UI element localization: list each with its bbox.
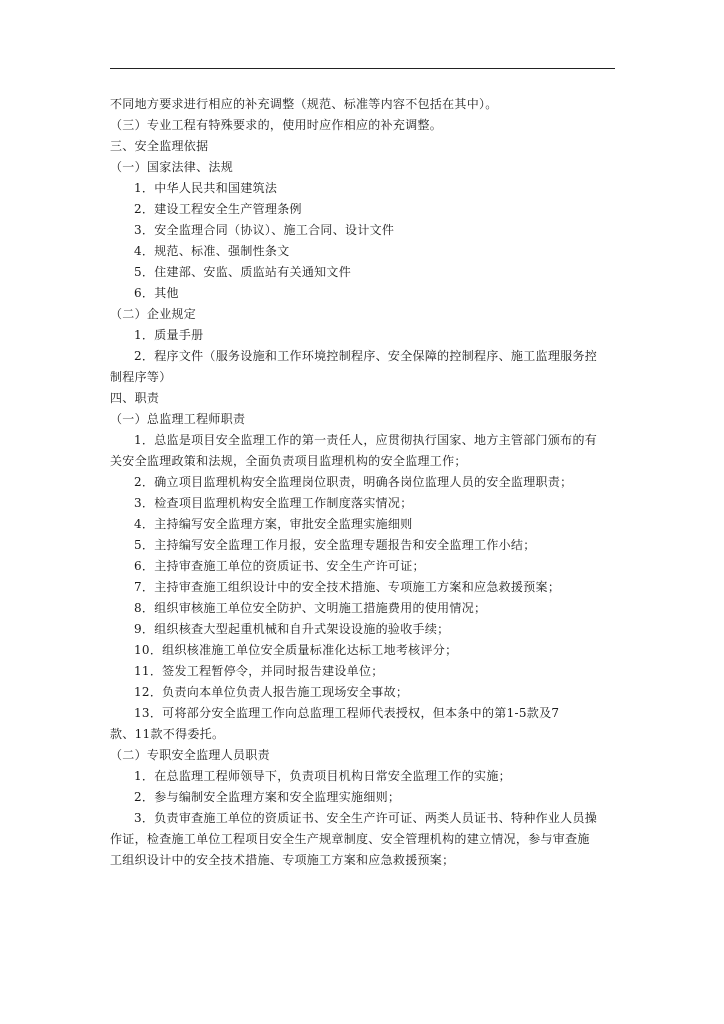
text-line: 2．程序文件（服务设施和工作环境控制程序、安全保障的控制程序、施工监理服务控 bbox=[134, 349, 598, 363]
text-line: 6．其他 bbox=[134, 286, 179, 300]
text-line: 11．签发工程暂停令，并同时报告建设单位； bbox=[134, 664, 384, 678]
text-line: 3．检查项目监理机构安全监理工作制度落实情况； bbox=[134, 496, 413, 510]
text-line: 7．主持审查施工组织设计中的安全技术措施、专项施工方案和应急救援预案； bbox=[134, 580, 561, 594]
text-line: 不同地方要求进行相应的补充调整（规范、标准等内容不包括在其中）。 bbox=[110, 97, 498, 111]
text-line: （三）专业工程有特殊要求的，使用时应作相应的补充调整。 bbox=[110, 118, 443, 132]
text-line: 1．中华人民共和国建筑法 bbox=[134, 181, 278, 195]
text-line: 2．参与编制安全监理方案和安全监理实施细则； bbox=[134, 790, 401, 804]
text-line: 1．总监是项目安全监理工作的第一责任人，应贯彻执行国家、地方主管部门颁布的有 bbox=[134, 433, 598, 447]
text-line: （一）国家法律、法规 bbox=[110, 160, 234, 174]
text-line: 2．确立项目监理机构安全监理岗位职责，明确各岗位监理人员的安全监理职责； bbox=[134, 475, 573, 489]
text-line: 13．可将部分安全监理工作向总监理工程师代表授权，但本条中的第1-5款及7 bbox=[134, 706, 560, 720]
text-line: 3．负责审查施工单位的资质证书、安全生产许可证、两类人员证书、特种作业人员操 bbox=[134, 811, 598, 825]
text-line: 6．主持审查施工单位的资质证书、安全生产许可证； bbox=[134, 559, 425, 573]
text-line: 制程序等） bbox=[110, 370, 172, 384]
text-line: 3．安全监理合同（协议）、施工合同、设计文件 bbox=[134, 223, 395, 237]
header-rule bbox=[110, 68, 615, 69]
text-line: （二）专职安全监理人员职责 bbox=[110, 748, 270, 762]
text-line: 8．组织审核施工单位安全防护、文明施工措施费用的使用情况； bbox=[134, 601, 487, 615]
document-body bbox=[110, 94, 615, 871]
text-line: 1．质量手册 bbox=[134, 328, 204, 342]
text-line: 工组织设计中的安全技术措施、专项施工方案和应急救援预案； bbox=[110, 853, 455, 867]
text-line: 作证，检查施工单位工程项目安全生产规章制度、安全管理机构的建立情况，参与审查施 bbox=[110, 832, 590, 846]
text-line: 4．规范、标准、强制性条文 bbox=[134, 244, 290, 258]
text-line: 四、职责 bbox=[110, 391, 160, 405]
text-line: 9．组织核查大型起重机械和自升式架设设施的验收手续； bbox=[134, 622, 450, 636]
text-line: 款、11款不得委托。 bbox=[110, 727, 225, 741]
text-line: （二）企业规定 bbox=[110, 307, 197, 321]
text-line: （一）总监理工程师职责 bbox=[110, 412, 246, 426]
text-line: 5．主持编写安全监理工作月报，安全监理专题报告和安全监理工作小结； bbox=[134, 538, 536, 552]
text-line: 2．建设工程安全生产管理条例 bbox=[134, 202, 302, 216]
text-line: 关安全监理政策和法规，全面负责项目监理机构的安全监理工作； bbox=[110, 454, 467, 468]
text-line: 12．负责向本单位负责人报告施工现场安全事故； bbox=[134, 685, 409, 699]
text-line: 三、安全监理依据 bbox=[110, 139, 209, 153]
text-line: 1．在总监理工程师领导下，负责项目机构日常安全监理工作的实施； bbox=[134, 769, 511, 783]
text-line: 5．住建部、安监、质监站有关通知文件 bbox=[134, 265, 352, 279]
text-line: 4．主持编写安全监理方案，审批安全监理实施细则 bbox=[134, 517, 413, 531]
text-line: 10．组织核准施工单位安全质量标准化达标工地考核评分； bbox=[134, 643, 458, 657]
